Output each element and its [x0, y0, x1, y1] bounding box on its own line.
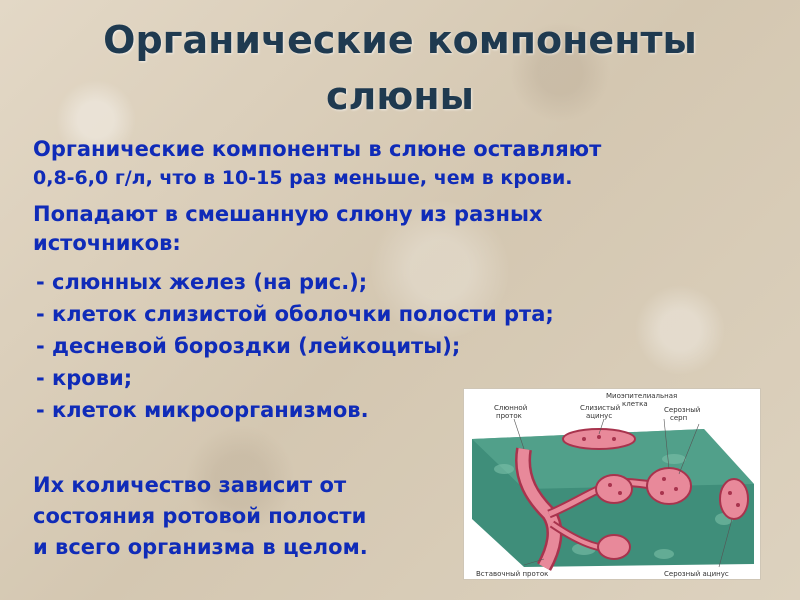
paragraph-line: источников: — [33, 231, 181, 255]
serous-acinus-right — [720, 479, 748, 519]
paragraph-line: 0,8-6,0 г/л, что в 10-15 раз меньше, чем в крови. — [33, 167, 573, 189]
paragraph-line: Органические компоненты в слюне оставляют — [33, 137, 602, 161]
label-myoepithelial: Миоэпителиальная — [606, 392, 678, 400]
paragraph-line: и всего организма в целом. — [33, 535, 368, 559]
salivary-gland-diagram — [463, 388, 761, 580]
serous-acinus-top — [647, 468, 691, 504]
list-item: - клеток слизистой оболочки полости рта; — [36, 302, 554, 326]
paragraph-line: состояния ротовой полости — [33, 504, 367, 528]
gland-illustration — [464, 389, 760, 579]
label-salivary-duct-2: проток — [496, 412, 522, 420]
label-myoepithelial-2: клетка — [622, 400, 648, 408]
list-item: - слюнных желез (на рис.); — [36, 270, 368, 294]
label-mucous-acinus: Слизистый — [580, 404, 621, 412]
list-item: - крови; — [36, 366, 133, 390]
list-item: - десневой бороздки (лейкоциты); — [36, 334, 461, 358]
label-salivary-duct: Слюнной — [494, 404, 528, 412]
title-line-2: слюны — [326, 74, 474, 118]
paragraph-conclusion — [33, 470, 368, 563]
label-mucous-acinus-2: ацинус — [586, 412, 613, 420]
label-intercalated-duct: Вставочный проток — [476, 570, 549, 578]
paragraph-concentration — [33, 135, 601, 193]
label-serous-cap: Серозный — [664, 406, 701, 414]
paragraph-sources — [33, 200, 543, 258]
list-item: - клеток микроорганизмов. — [36, 398, 369, 422]
paragraph-line: Их количество зависит от — [33, 473, 347, 497]
title-line-1: Органические компоненты — [103, 18, 697, 62]
paragraph-line: Попадают в смешанную слюну из разных — [33, 202, 543, 226]
label-serous-acinus: Серозный ацинус — [664, 570, 729, 578]
label-serous-cap-2: серп — [670, 414, 688, 422]
slide-title — [0, 12, 800, 124]
